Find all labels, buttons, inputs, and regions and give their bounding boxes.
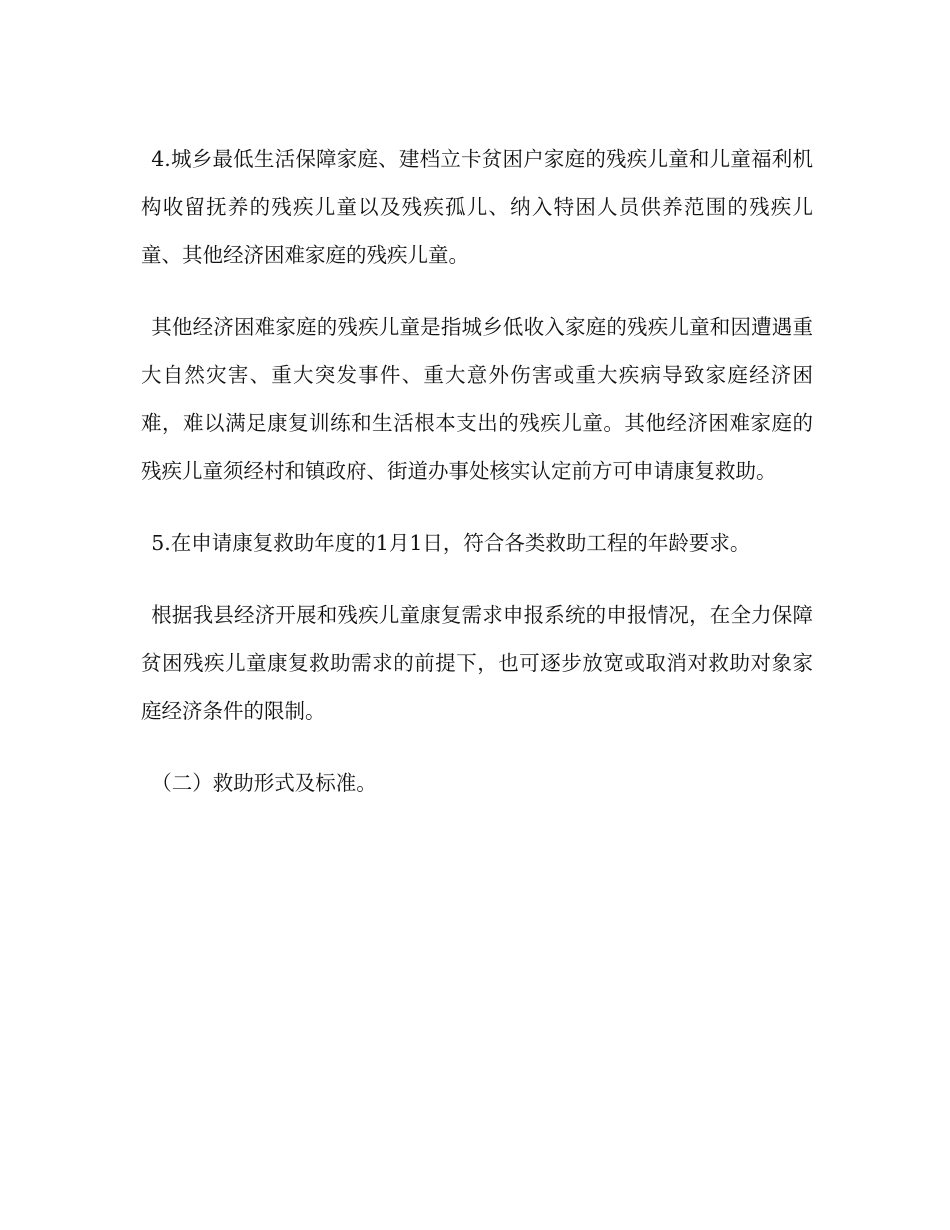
paragraph-economic-hardship-definition: 其他经济困难家庭的残疾儿童是指城乡低收入家庭的残疾儿童和因遭遇重大自然灾害、重大突发事件、重大意外伤害或重大疾病导致家庭经济困难，难以满足康复训练和生活根本支出的残疾儿童。其他经济困难家庭的残疾儿童须经村和镇政府、街道办事处核实认定前方可申请康复救助。 bbox=[141, 315, 813, 483]
section-heading-assistance-form: （二）救助形式及标准。 bbox=[151, 771, 377, 795]
document-body bbox=[141, 135, 813, 807]
paragraph-eligibility-4: 4.城乡最低生活保障家庭、建档立卡贫困户家庭的残疾儿童和儿童福利机构收留抚养的残疾儿童以及残疾孤儿、纳入特困人员供养范围的残疾儿童、其他经济困难家庭的残疾儿童。 bbox=[141, 147, 813, 267]
paragraph-eligibility-5: 5.在申请康复救助年度的1月1日，符合各类救助工程的年龄要求。 bbox=[151, 531, 751, 555]
paragraph-relaxation-of-conditions: 根据我县经济开展和残疾儿童康复需求申报系统的申报情况，在全力保障贫困残疾儿童康复救助需求的前提下，也可逐步放宽或取消对救助对象家庭经济条件的限制。 bbox=[141, 603, 813, 723]
